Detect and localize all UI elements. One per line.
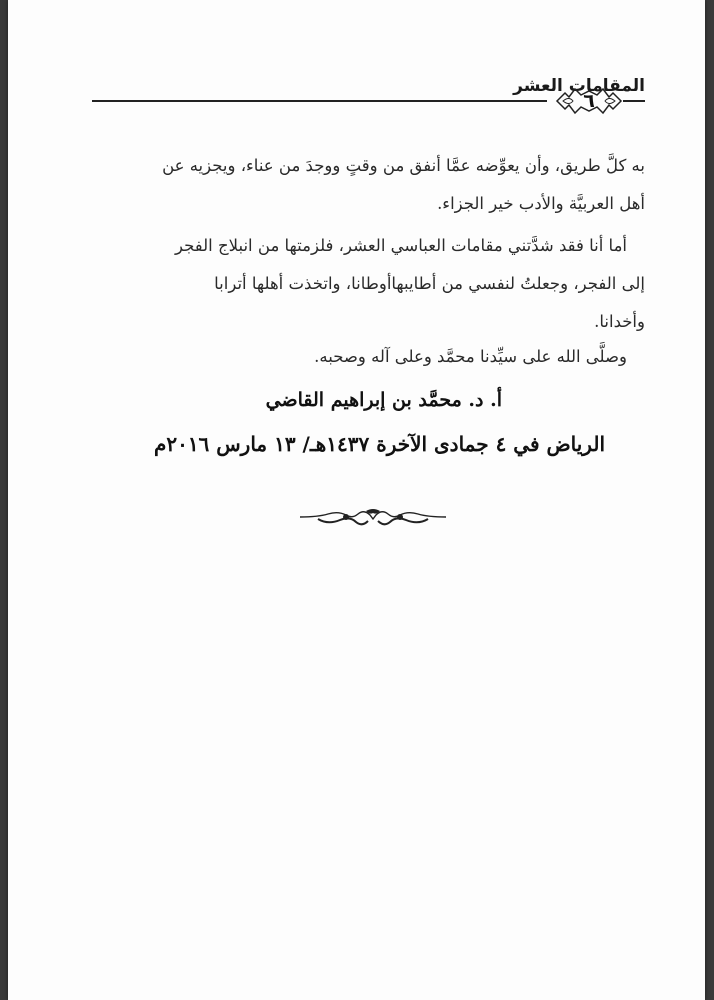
header-rule-left: [92, 100, 547, 102]
paragraph-2-line-3: وأخدانا.: [594, 312, 645, 331]
page-number: ٦: [583, 90, 595, 112]
paragraph-1-line-1: به كلَّ طريق، وأن يعوِّضه عمَّا أنفق من وقتٍ ووجدَ من عناء، ويجزيه عن: [162, 156, 645, 175]
book-page: [8, 0, 705, 1000]
paragraph-2-line-1: أما أنا فقد شدَّتني مقامات العباسي العشر، فلزمتها من انبلاج الفجر: [175, 236, 627, 255]
place-and-date: الرياض في ٤ جمادى الآخرة ١٤٣٧هـ/ ١٣ مارس ٢٠١٦م: [153, 432, 605, 456]
running-title: المقامات العشر: [513, 76, 645, 96]
closing-blessing: وصلَّى الله على سيِّدنا محمَّد وعلى آله وصحبه.: [314, 347, 627, 366]
page-header: [92, 74, 645, 116]
paragraph-2-line-2: إلى الفجر، وجعلتُ لنفسي من أطايبهاأوطانا، واتخذت أهلها أترابا: [214, 274, 645, 293]
paragraph-1-line-2: أهل العربيَّة والأدب خير الجزاء.: [437, 194, 645, 213]
paragraph-2: [92, 227, 645, 341]
fleuron-ornament-icon: [298, 505, 448, 529]
header-rule-right: [623, 100, 645, 102]
paragraph-1: [92, 147, 645, 223]
author-signature: أ. د. محمَّد بن إبراهيم القاضي: [265, 389, 502, 411]
